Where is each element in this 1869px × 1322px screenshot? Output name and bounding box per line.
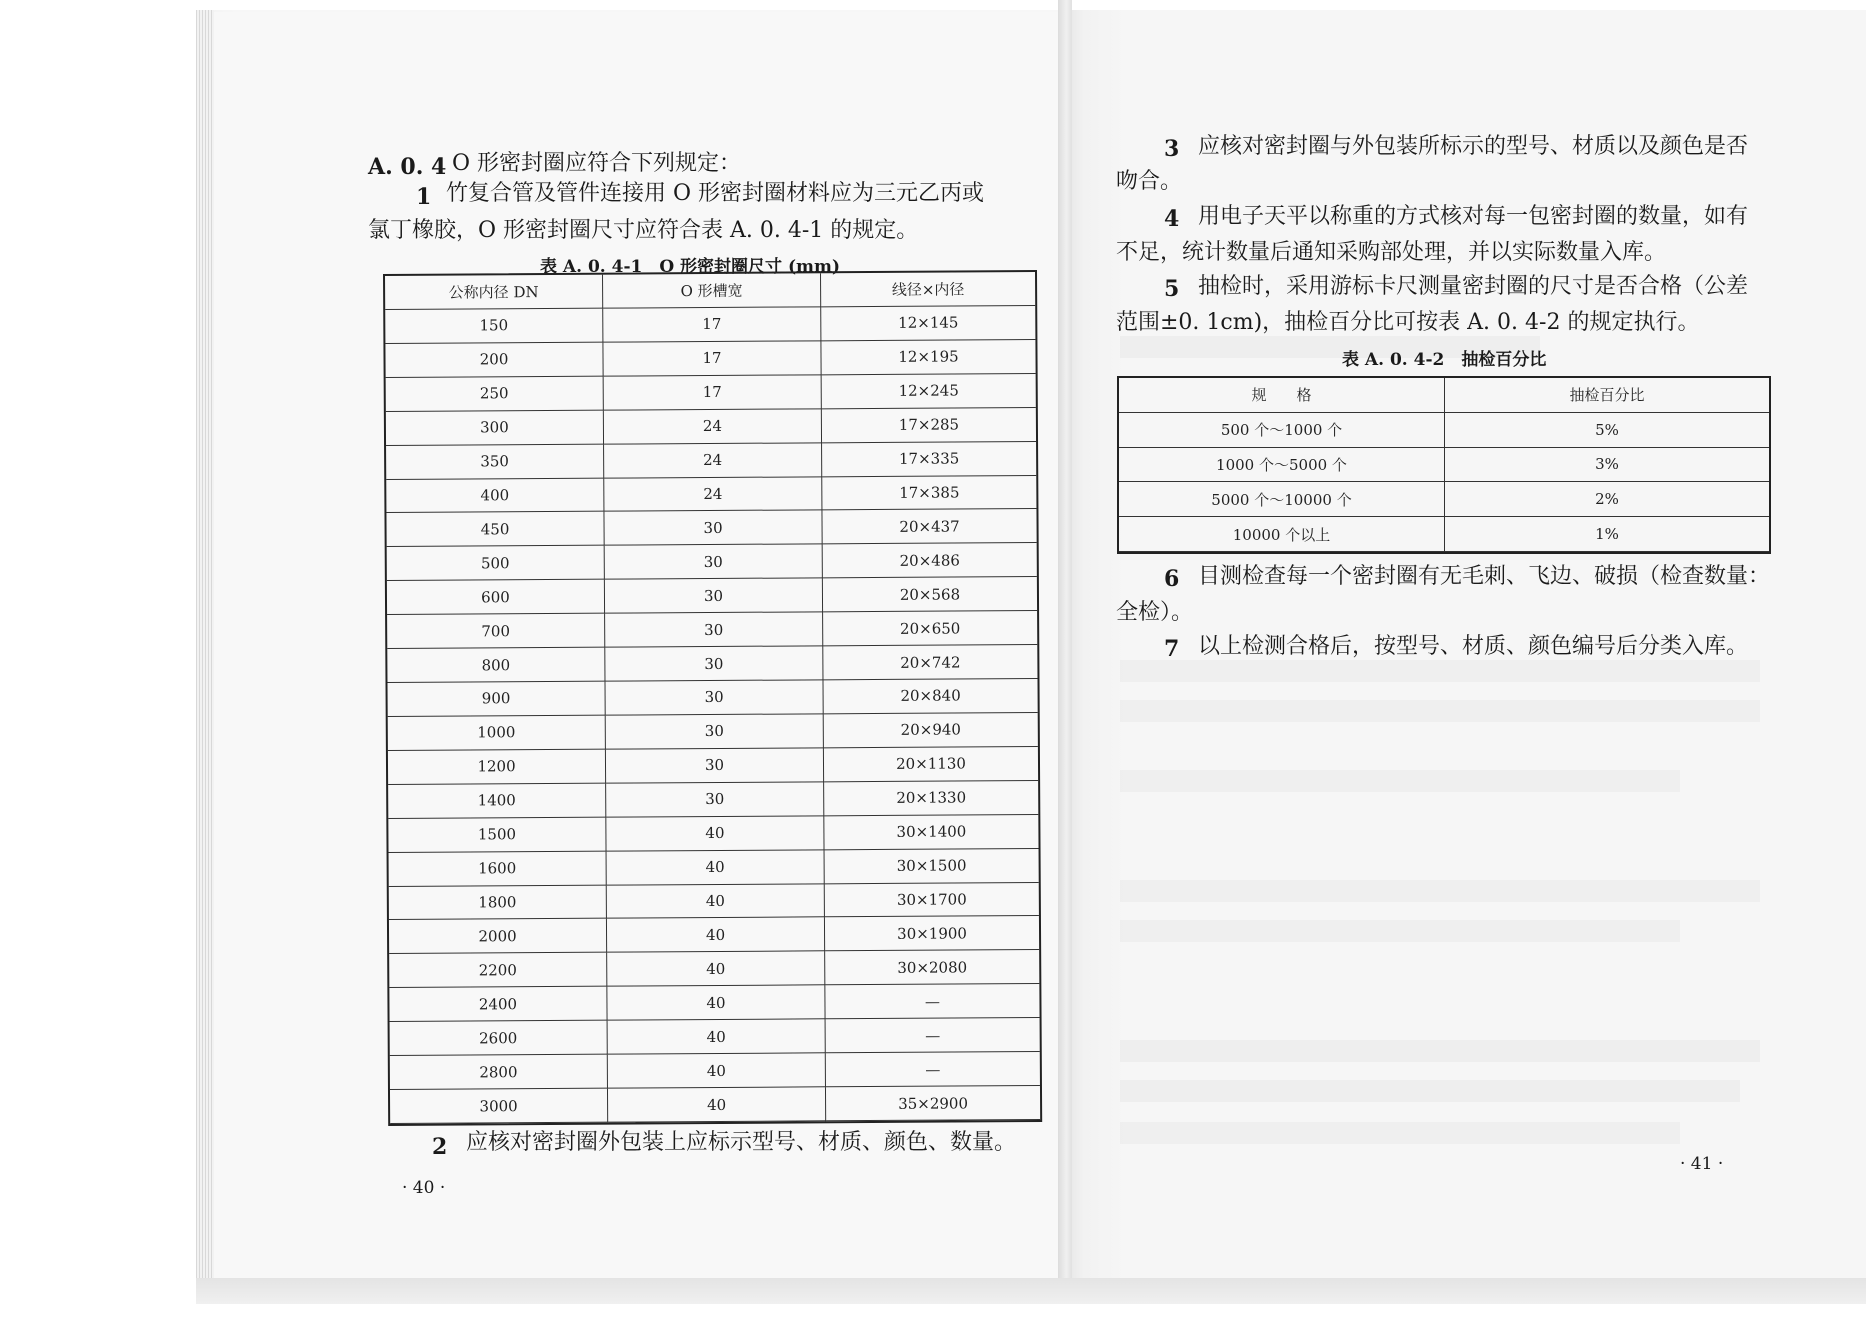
table-1-cell: 20×742 <box>823 645 1037 680</box>
table-1-cell: 17×285 <box>822 408 1036 443</box>
table-2-header-percent: 抽检百分比 <box>1445 378 1769 413</box>
table-2-cell: 2% <box>1445 482 1769 517</box>
section-number: A. 0. 4 <box>368 154 447 180</box>
book-spine <box>1058 0 1072 1300</box>
table-1-cell: 40 <box>607 952 825 987</box>
table-1-cell: 30×1900 <box>825 916 1039 951</box>
item-6-line-1: 目测检查每一个密封圈有无毛刺、飞边、破损（检查数量： <box>1198 564 1771 589</box>
table-1-cell: 30 <box>606 714 824 749</box>
item-1-line-2: 氯丁橡胶，O 形密封圈尺寸应符合表 A. 0. 4-1 的规定。 <box>368 218 919 243</box>
table-1-cell: 20×568 <box>823 577 1037 612</box>
table-1-cell: 40 <box>608 1020 826 1055</box>
item-5-line-1: 抽检时，采用游标卡尺测量密封圈的尺寸是否合格（公差 <box>1198 274 1749 299</box>
sampling-percentage-table <box>1117 376 1771 554</box>
table-1-cell: 1800 <box>389 885 607 920</box>
table-1-header-groove: O 形槽宽 <box>603 273 821 308</box>
table-1-cell: 12×145 <box>821 306 1035 341</box>
item-7-number: 7 <box>1164 636 1180 662</box>
table-2-cell: 5000 个～10000 个 <box>1119 482 1445 517</box>
table-1-cell: 40 <box>607 918 825 953</box>
item-1-number: 1 <box>416 184 432 210</box>
table-1-cell: — <box>825 984 1039 1019</box>
table-2-cell: 5% <box>1445 413 1769 448</box>
o-ring-size-table <box>383 270 1042 1126</box>
table-1-cell: 30 <box>605 613 823 648</box>
table-1-cell: 20×940 <box>824 713 1038 748</box>
table-1-cell: 30 <box>605 579 823 614</box>
table-1-cell: 40 <box>607 850 825 885</box>
table-1-cell: 20×840 <box>823 679 1037 714</box>
item-4-line-1: 用电子天平以称重的方式核对每一包密封圈的数量，如有 <box>1198 204 1749 229</box>
section-heading: O 形密封圈应符合下列规定： <box>452 151 742 176</box>
table-1-caption: 表 A. 0. 4-1 O 形密封圈尺寸 (mm) <box>540 257 841 277</box>
table-1-cell: 24 <box>604 443 822 478</box>
table-1-cell: 30 <box>606 748 824 783</box>
table-1-cell: 17 <box>604 375 822 410</box>
table-1-cell: 30 <box>604 511 822 546</box>
table-1-cell: 17×335 <box>822 442 1036 477</box>
table-1-cell: 30 <box>605 545 823 580</box>
table-1-cell: 20×437 <box>822 509 1036 544</box>
table-1-cell: 40 <box>608 1053 826 1088</box>
table-1-cell: 17×385 <box>822 476 1036 511</box>
item-6-number: 6 <box>1164 566 1180 592</box>
table-1-cell: 250 <box>386 376 604 411</box>
item-2-text: 应核对密封圈外包装上应标示型号、材质、颜色、数量。 <box>466 1130 1017 1155</box>
table-1-cell: 24 <box>604 477 822 512</box>
table-1-cell: 1600 <box>389 851 607 886</box>
table-1-cell: 40 <box>608 1087 826 1122</box>
item-7-text: 以上检测合格后，按型号、材质、颜色编号后分类入库。 <box>1198 634 1749 659</box>
table-1-cell: 20×486 <box>823 543 1037 578</box>
table-1-cell: 30 <box>606 782 824 817</box>
item-4-line-2: 不足，统计数量后通知采购部处理，并以实际数量入库。 <box>1116 240 1667 265</box>
table-1-cell: 900 <box>387 682 605 717</box>
item-1-line-1: 竹复合管及管件连接用 O 形密封圈材料应为三元乙丙或 <box>446 181 985 206</box>
table-1-cell: 17 <box>603 307 821 342</box>
table-2-cell: 1000 个～5000 个 <box>1119 448 1445 483</box>
table-1-cell: 20×1130 <box>824 747 1038 782</box>
table-2-cell: 1% <box>1445 517 1769 552</box>
table-1-cell: 3000 <box>390 1089 608 1124</box>
table-2-header-spec: 规 格 <box>1119 378 1445 413</box>
table-1-cell: 450 <box>386 512 604 547</box>
item-4-number: 4 <box>1164 206 1180 232</box>
table-2-caption: 表 A. 0. 4-2 抽检百分比 <box>1342 350 1547 370</box>
table-1-cell: 1000 <box>388 716 606 751</box>
table-2-cell: 3% <box>1445 448 1769 483</box>
table-1-cell: 2000 <box>389 919 607 954</box>
table-1-cell: 400 <box>386 478 604 513</box>
table-1-cell: 600 <box>387 580 605 615</box>
table-1-cell: 40 <box>607 986 825 1021</box>
table-1-cell: 350 <box>386 444 604 479</box>
table-1-cell: — <box>826 1052 1040 1087</box>
table-1-cell: 30×1500 <box>825 849 1039 884</box>
table-1-cell: 1500 <box>388 817 606 852</box>
bottom-page-edge <box>196 1278 1866 1304</box>
item-5-number: 5 <box>1164 276 1180 302</box>
table-1-cell: 35×2900 <box>826 1086 1040 1121</box>
item-6-line-2: 全检）。 <box>1116 600 1194 625</box>
table-2-cell: 10000 个以上 <box>1119 517 1445 552</box>
table-1-cell: — <box>826 1018 1040 1053</box>
table-1-cell: 20×1330 <box>824 781 1038 816</box>
table-1-cell: 30 <box>605 680 823 715</box>
table-1-header-size: 线径×内径 <box>821 272 1035 307</box>
table-1-cell: 1400 <box>388 783 606 818</box>
table-1-cell: 40 <box>607 884 825 919</box>
item-3-number: 3 <box>1164 136 1180 162</box>
table-1-cell: 30×1400 <box>824 815 1038 850</box>
table-1-cell: 500 <box>387 546 605 581</box>
table-1-cell: 1200 <box>388 750 606 785</box>
table-1-cell: 20×650 <box>823 611 1037 646</box>
item-3-line-1: 应核对密封圈与外包装所标示的型号、材质以及颜色是否 <box>1198 134 1749 159</box>
item-2-number: 2 <box>432 1134 448 1160</box>
table-1-cell: 2600 <box>390 1021 608 1056</box>
table-1-cell: 800 <box>387 648 605 683</box>
table-1-cell: 2800 <box>390 1055 608 1090</box>
table-1-cell: 30×2080 <box>825 950 1039 985</box>
page-number-left: · 40 · <box>402 1178 446 1198</box>
table-1-cell: 40 <box>606 816 824 851</box>
table-1-cell: 2400 <box>389 987 607 1022</box>
table-1-cell: 150 <box>385 309 603 344</box>
table-2-cell: 500 个～1000 个 <box>1119 413 1445 448</box>
table-1-cell: 2200 <box>389 953 607 988</box>
table-1-cell: 30×1700 <box>825 883 1039 918</box>
table-1-cell: 300 <box>386 410 604 445</box>
table-1-cell: 200 <box>385 342 603 377</box>
table-1-cell: 12×195 <box>821 340 1035 375</box>
table-1-cell: 700 <box>387 614 605 649</box>
table-1-cell: 17 <box>603 341 821 376</box>
item-5-line-2: 范围±0. 1cm)，抽检百分比可按表 A. 0. 4-2 的规定执行。 <box>1116 310 1700 335</box>
table-1-header-dn: 公称内径 DN <box>385 275 603 310</box>
page-number-right: · 41 · <box>1680 1154 1724 1174</box>
item-3-line-2: 吻合。 <box>1116 169 1183 194</box>
table-1-cell: 12×245 <box>822 374 1036 409</box>
table-1-cell: 24 <box>604 409 822 444</box>
table-1-cell: 30 <box>605 646 823 681</box>
